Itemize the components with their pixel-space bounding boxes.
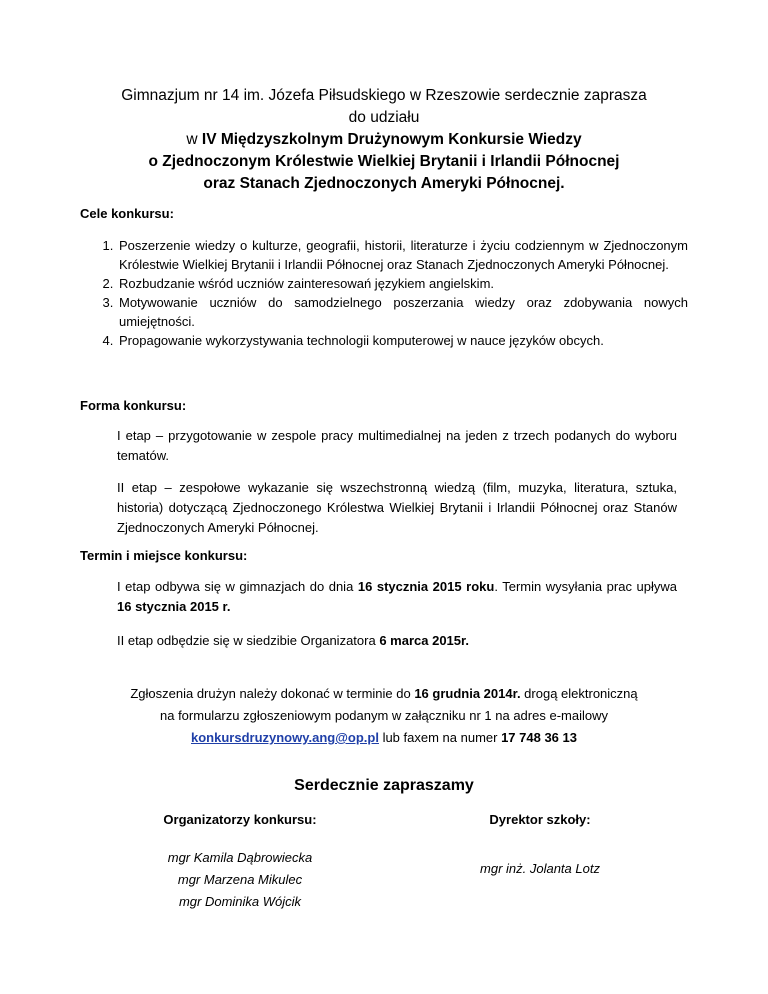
director-name: mgr inż. Jolanta Lotz (480, 861, 600, 876)
registration-deadline: 16 grudnia 2014r. (414, 686, 521, 701)
goal-item: 1. Poszerzenie wiedzy o kulturze, geografii, historii, literaturze i życiu codziennym w Zjednoczonym Królestwie Wielkiej Brytanii i Irlandii Północnej oraz Stanach Zjednoczonych Ameryki Północnej. (117, 236, 688, 274)
stage-2-date: 6 marca 2015r. (379, 633, 469, 648)
director-role: Dyrektor szkoły: (489, 812, 591, 827)
contest-name: IV Międzyszkolnym Drużynowym Konkursie Wiedzy (201, 131, 582, 148)
invitation-line-3 (80, 129, 688, 151)
schedule-stage-2: II etap odbędzie się w siedzibie Organizatora 6 marca 2015r. (117, 633, 469, 648)
organizers-role: Organizatorzy konkursu: (163, 812, 317, 827)
form-stage-1: I etap – przygotowanie w zespole pracy multimedialnej na jeden z trzech podanych do wyboru tematów. (117, 428, 677, 463)
stage-1-date: 16 stycznia 2015 roku (357, 579, 495, 594)
goal-item: 2. Rozbudzanie wśród uczniów zainteresowań językiem angielskim. (117, 274, 688, 293)
email-link[interactable]: konkursdruzynowy.ang@op.pl (191, 730, 379, 745)
organizers-names (120, 847, 360, 913)
form-stage-2: II etap – zespołowe wykazanie się wszechstronną wiedzą (film, muzyka, literatura, sztuka, historia) dotyczącą Zjednoczonego Królestwa Wielkiej Brytanii i Irlandii Północnej oraz Stanów Zjednoczonych Ameryki Północnej. (117, 480, 677, 535)
organizer-name: mgr Kamila Dąbrowiecka (167, 850, 313, 865)
fax-number: 17 748 36 13 (501, 730, 577, 745)
invitation-header (80, 85, 688, 195)
invitation-line-1: Gimnazjum nr 14 im. Józefa Piłsudskiego w Rzeszowie serdecznie zaprasza (121, 87, 647, 104)
goal-item: 4. Propagowanie wykorzystywania technologii komputerowej w nauce języków obcych. (117, 331, 688, 350)
invitation-line-5: oraz Stanach Zjednoczonych Ameryki Północnej. (203, 175, 565, 192)
invitation-line-4: o Zjednoczonym Królestwie Wielkiej Brytanii i Irlandii Północnej (148, 153, 620, 170)
goals-heading: Cele konkursu: (80, 206, 174, 221)
closing-invitation: Serdecznie zapraszamy (294, 777, 474, 794)
director-signature (420, 812, 660, 880)
schedule-heading: Termin i miejsce konkursu: (80, 548, 248, 563)
schedule-stage-1: I etap odbywa się w gimnazjach do dnia 16 stycznia 2015 roku. Termin wysyłania prac upływa 16 stycznia 2015 r. (117, 579, 677, 614)
organizers-signature (120, 812, 360, 913)
submission-deadline: 16 stycznia 2015 r. (117, 599, 231, 614)
invitation-line-3-prefix: w (186, 131, 202, 148)
registration-notice: Zgłoszenia drużyn należy dokonać w terminie do 16 grudnia 2014r. drogą elektroniczną na formularzu zgłoszeniowym podanym w załączniku nr 1 na adres e-mailowy konkursdruzynowy.ang@op.pl lub faxem na numer 17 748 36 13 (130, 686, 638, 745)
form-heading: Forma konkursu: (80, 398, 187, 413)
goal-item: 3. Motywowanie uczniów do samodzielnego poszerzania wiedzy oraz zdobywania nowych umiejętności. (117, 293, 688, 331)
goals-list (80, 236, 688, 350)
organizer-name: mgr Dominika Wójcik (178, 894, 302, 909)
organizer-name: mgr Marzena Mikulec (177, 872, 303, 887)
invitation-line-2: do udziału (348, 109, 420, 126)
